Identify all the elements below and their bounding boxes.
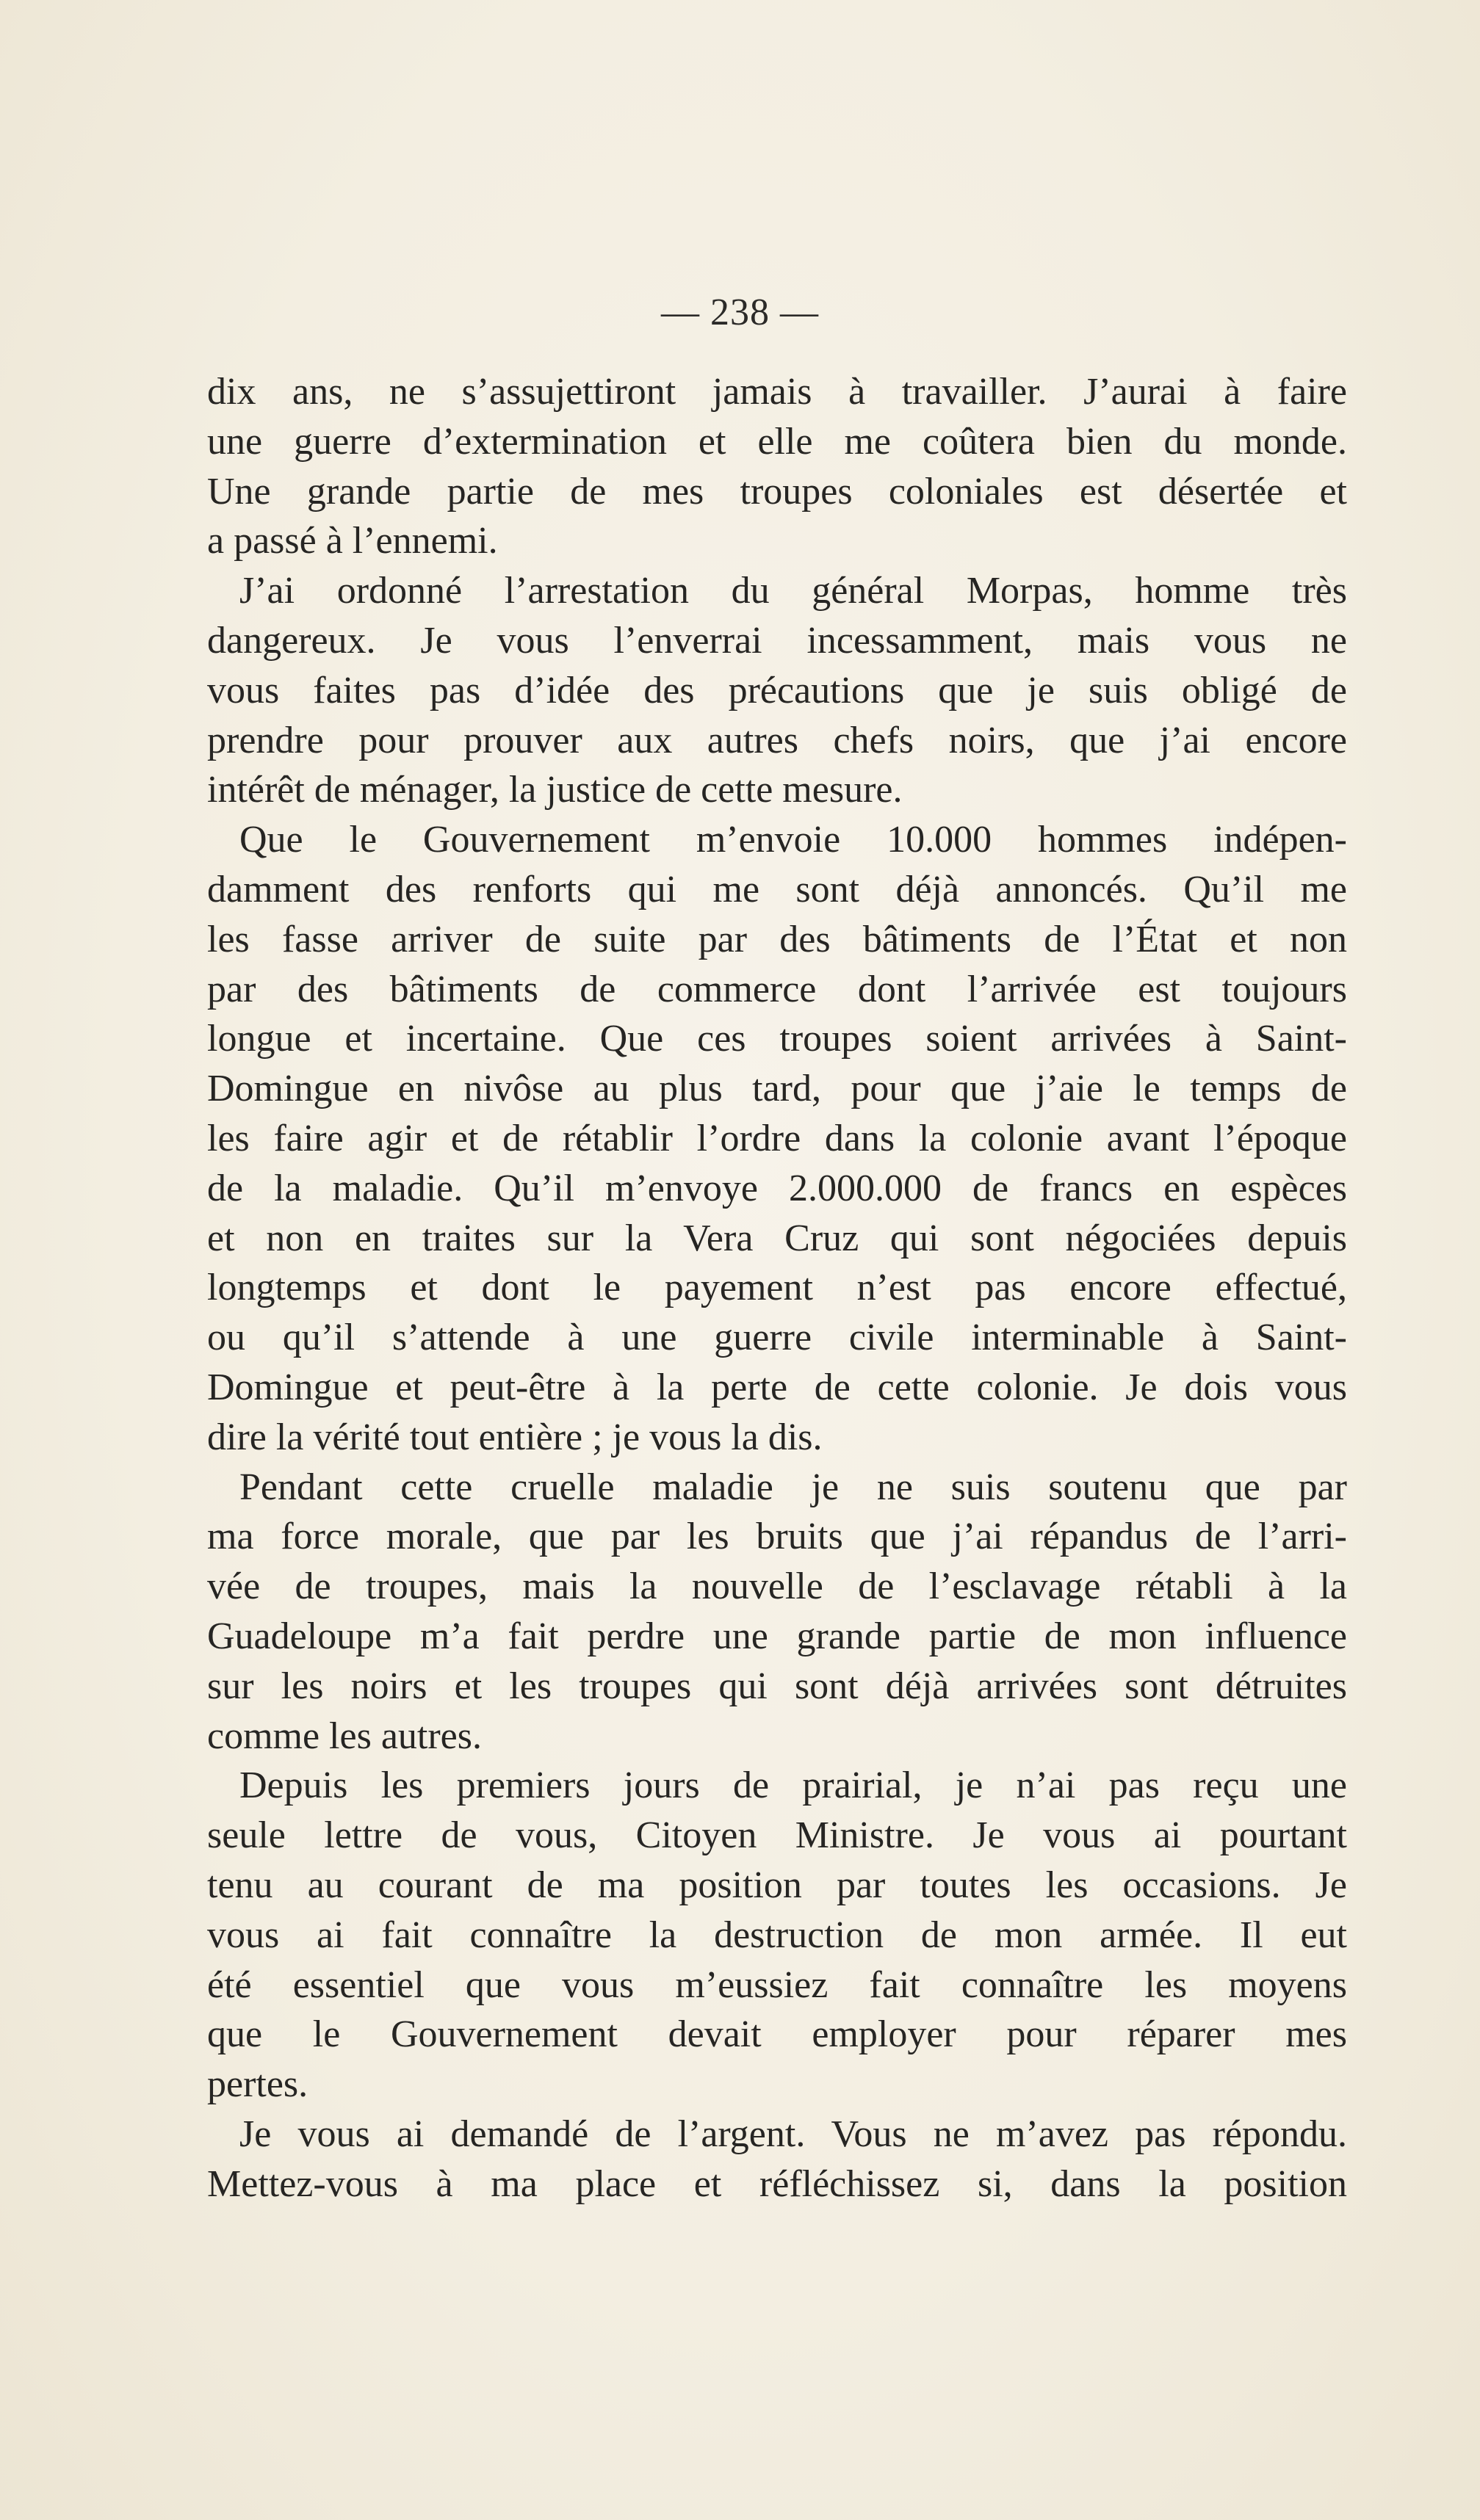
body-text bbox=[207, 367, 1347, 2209]
text-line: vous faites pas d’idée des précautions que je suis obligé de bbox=[207, 669, 1347, 712]
text-line: longue et incertaine. Que ces troupes soient arrivées à Saint- bbox=[207, 1018, 1347, 1060]
text-line: ma force morale, que par les bruits que j’ai répandus de l’arri- bbox=[207, 1516, 1347, 1558]
text-line: les fasse arriver de suite par des bâtiments de l’État et non bbox=[207, 918, 1347, 960]
text-line: Une grande partie de mes troupes coloniales est désertée et bbox=[207, 470, 1347, 513]
text-line: Pendant cette cruelle maladie je ne suis soutenu que par bbox=[239, 1466, 1347, 1508]
text-line: dangereux. Je vous l’enverrai incessamment, mais vous ne bbox=[207, 619, 1347, 662]
text-line: a passé à l’ennemi. bbox=[207, 520, 498, 562]
text-line: Guadeloupe m’a fait perdre une grande partie de mon influence bbox=[207, 1615, 1347, 1657]
paragraph bbox=[207, 2110, 1347, 2209]
text-line: ou qu’il s’attende à une guerre civile interminable à Saint- bbox=[207, 1317, 1347, 1359]
text-line: que le Gouvernement devait employer pour réparer mes bbox=[207, 2013, 1347, 2056]
page-number: — 238 — bbox=[661, 292, 819, 333]
paragraph bbox=[207, 1761, 1347, 2110]
text-line: les faire agir et de rétablir l’ordre dans la colonie avant l’époque bbox=[207, 1117, 1347, 1159]
text-line: Domingue et peut-être à la perte de cette colonie. Je dois vous bbox=[207, 1366, 1347, 1408]
text-line: tenu au courant de ma position par toutes les occasions. Je bbox=[207, 1864, 1347, 1906]
paragraph bbox=[207, 1463, 1347, 1762]
text-line: Mettez-vous à ma place et réfléchissez si, dans la position bbox=[207, 2162, 1347, 2205]
text-line: et non en traites sur la Vera Cruz qui sont négociées depuis bbox=[207, 1217, 1347, 1259]
text-line: vée de troupes, mais la nouvelle de l’esclavage rétabli à la bbox=[207, 1565, 1347, 1608]
text-line: sur les noirs et les troupes qui sont déjà arrivées sont détruites bbox=[207, 1665, 1347, 1707]
text-line: longtemps et dont le payement n’est pas encore effectué, bbox=[207, 1267, 1347, 1309]
paragraph bbox=[207, 566, 1347, 815]
text-line: Domingue en nivôse au plus tard, pour que j’aie le temps de bbox=[207, 1068, 1347, 1110]
text-line: prendre pour prouver aux autres chefs noirs, que j’ai encore bbox=[207, 719, 1347, 761]
text-line: une guerre d’extermination et elle me coûtera bien du monde. bbox=[207, 420, 1347, 463]
text-line: Depuis les premiers jours de prairial, je n’ai pas reçu une bbox=[239, 1764, 1347, 1807]
text-line: comme les autres. bbox=[207, 1715, 482, 1757]
paragraph bbox=[207, 367, 1347, 566]
text-line: intérêt de ménager, la justice de cette mesure. bbox=[207, 769, 903, 811]
text-line: vous ai fait connaître la destruction de mon armée. Il eut bbox=[207, 1913, 1347, 1956]
text-line: Que le Gouvernement m’envoie 10.000 hommes indépen- bbox=[239, 819, 1347, 861]
text-line: par des bâtiments de commerce dont l’arrivée est toujours bbox=[207, 968, 1347, 1010]
paragraph bbox=[207, 815, 1347, 1462]
text-line: dix ans, ne s’assujettiront jamais à travailler. J’aurai à faire bbox=[207, 371, 1347, 413]
text-line: pertes. bbox=[207, 2063, 308, 2106]
text-line: damment des renforts qui me sont déjà annoncés. Qu’il me bbox=[207, 868, 1347, 910]
text-line: seule lettre de vous, Citoyen Ministre. Je vous ai pourtant bbox=[207, 1814, 1347, 1857]
text-line: été essentiel que vous m’eussiez fait connaître les moyens bbox=[207, 1963, 1347, 2006]
text-line: dire la vérité tout entière ; je vous la dis. bbox=[207, 1416, 823, 1458]
text-line: J’ai ordonné l’arrestation du général Morpas, homme très bbox=[239, 570, 1347, 612]
text-line: Je vous ai demandé de l’argent. Vous ne m’avez pas répondu. bbox=[239, 2112, 1347, 2155]
text-line: de la maladie. Qu’il m’envoye 2.000.000 de francs en espèces bbox=[207, 1167, 1347, 1209]
